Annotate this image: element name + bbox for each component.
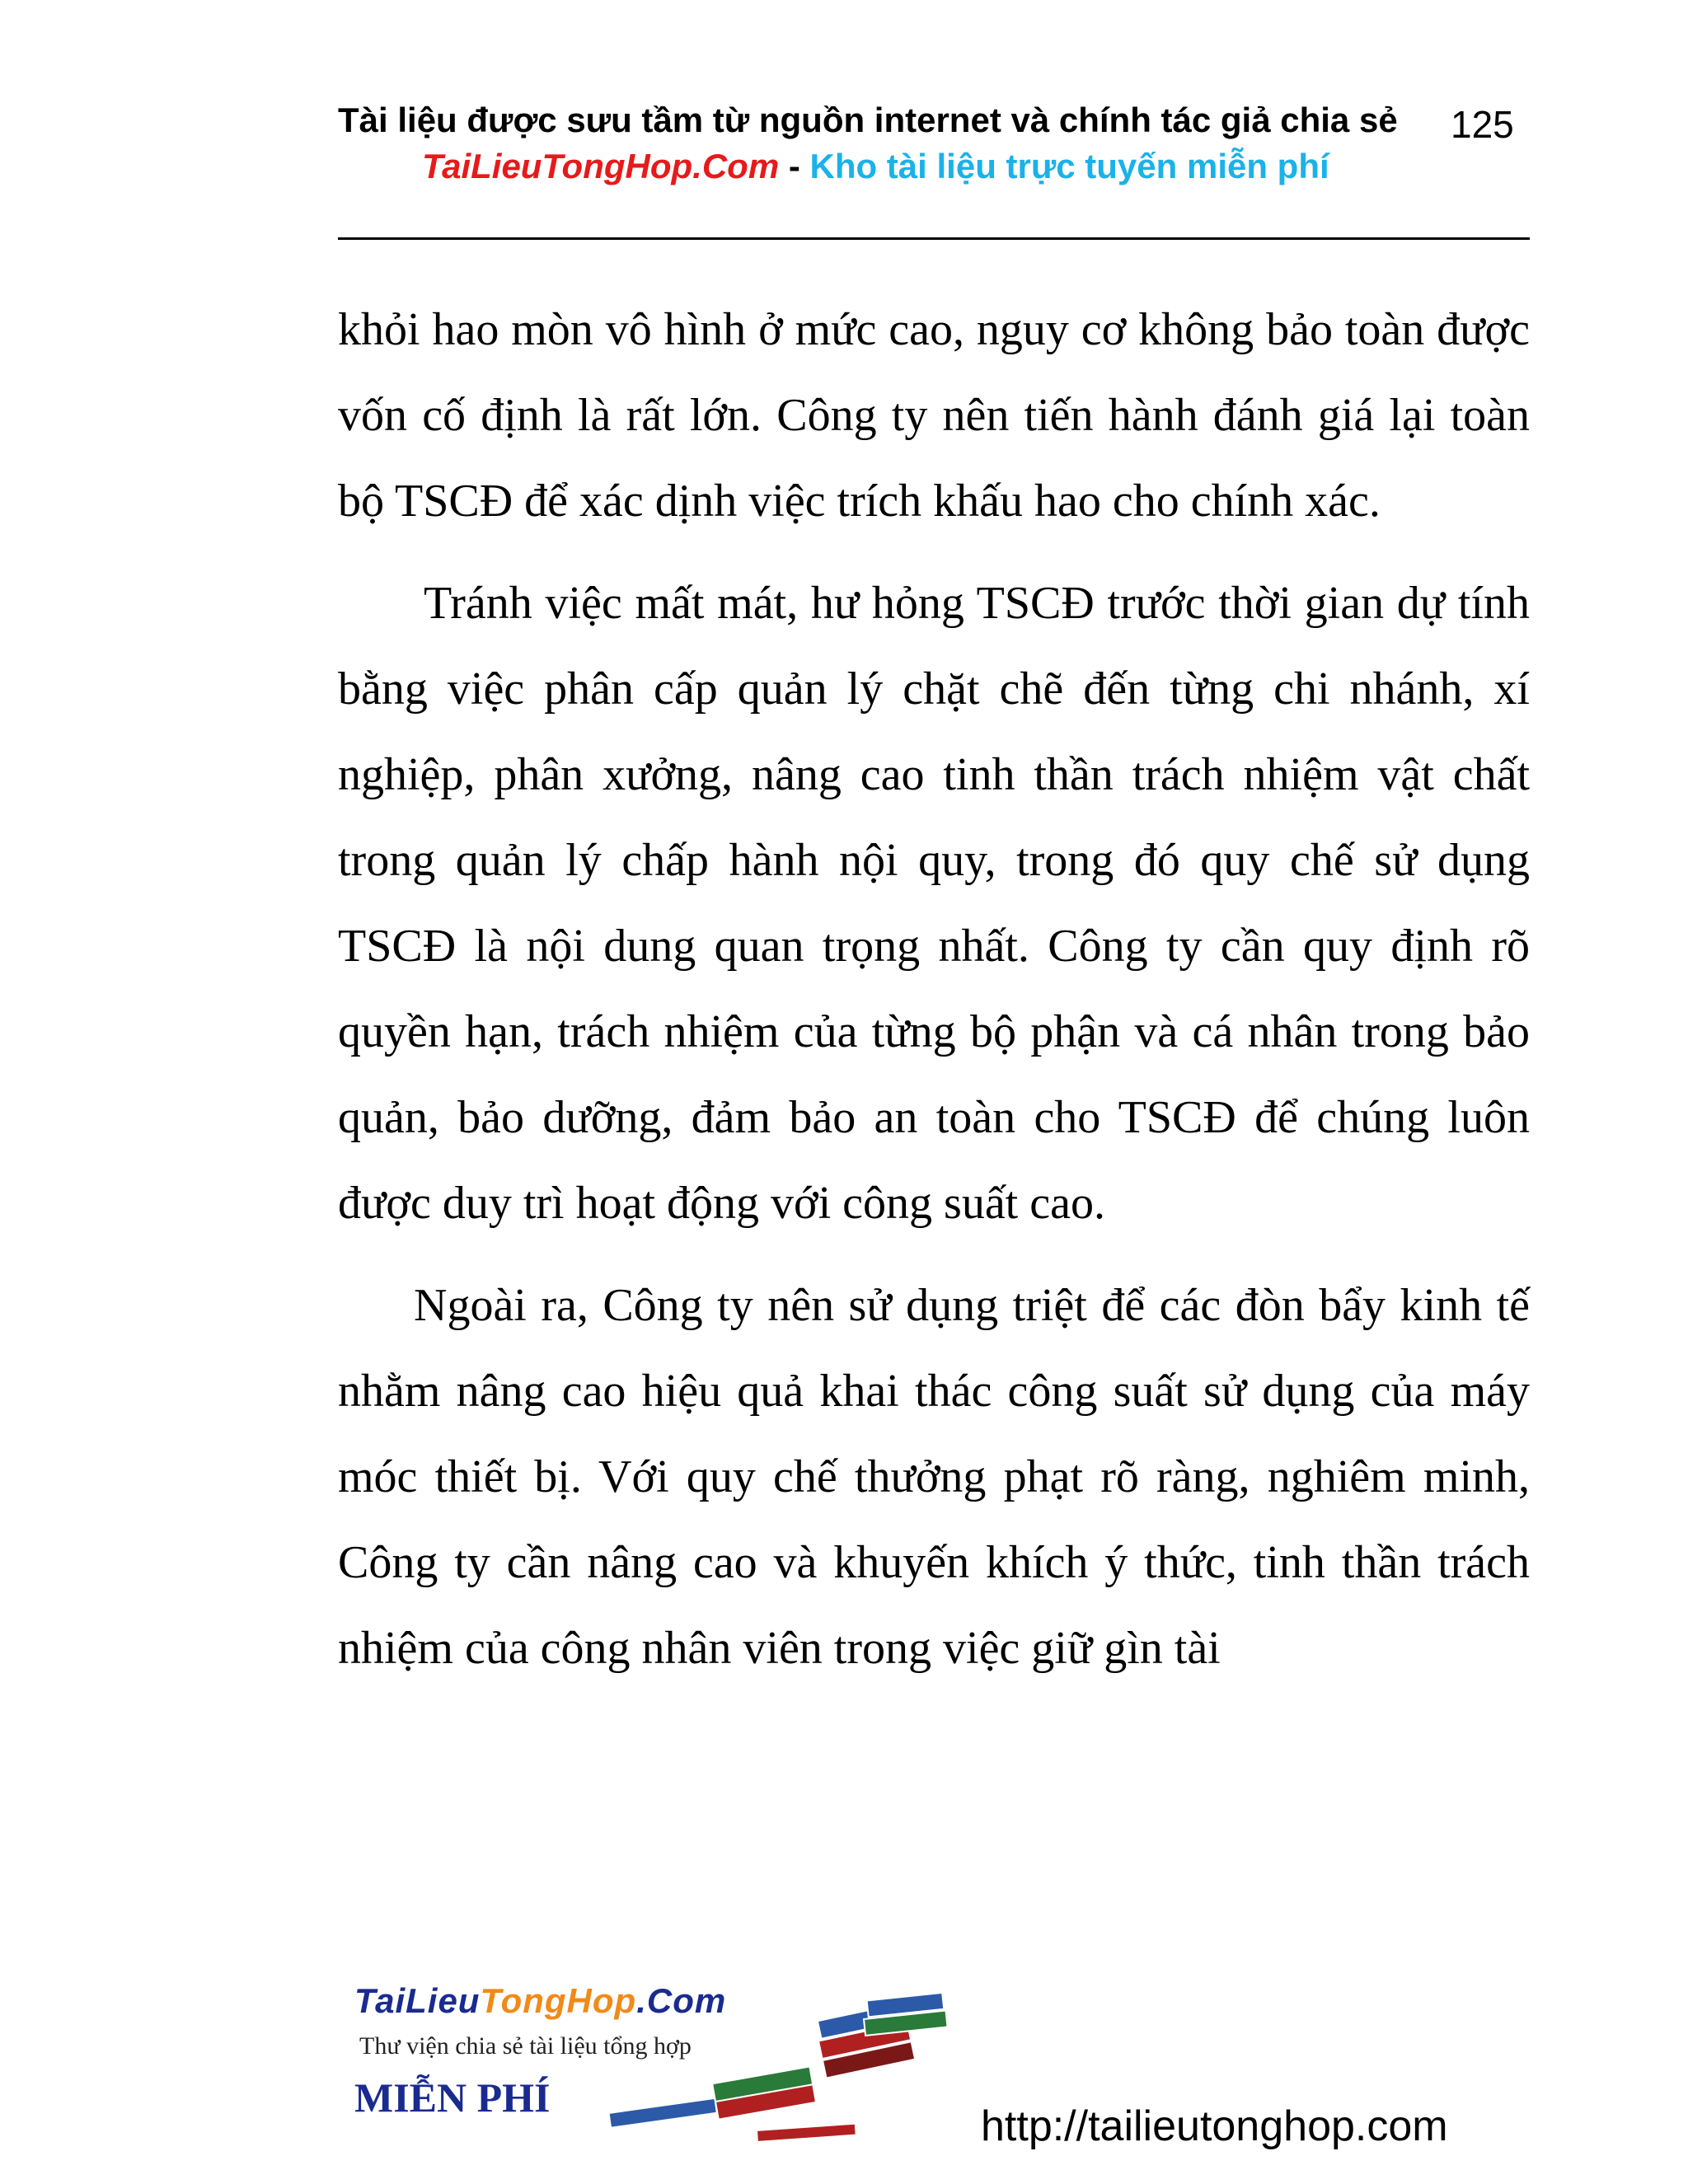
footer-logo (345, 1970, 971, 2143)
footer-url-link[interactable]: http://tailieutonghop.com (981, 2102, 1448, 2150)
books-stack-icon (592, 1986, 971, 2143)
paragraph-2: Tránh việc mất mát, hư hỏng TSCĐ trước thời gian dự tính bằng việc phân cấp quản lý chặt chẽ đến từng chi nhánh, xí nghiệp, phân xưởng, nâng cao tinh thần trách nhiệm vật chất trong quản lý chấp hành nội quy, trong đó quy chế sử dụng TSCĐ là nội dung quan trọng nhất. Công ty cần quy định rõ quyền hạn, trách nhiệm của từng bộ phận và cá nhân trong bảo quản, bảo dưỡng, đảm bảo an toàn cho TSCĐ để chúng luôn được duy trì hoạt động với công suất cao. (338, 578, 1530, 1229)
header-site-name: TaiLieuTongHop.Com (422, 147, 780, 185)
paragraph-3: Ngoài ra, Công ty nên sử dụng triệt để các đòn bẩy kinh tế nhằm nâng cao hiệu quả khai thác công suất sử dụng của máy móc thiết bị. Với quy chế thưởng phạt rõ ràng, nghiêm minh, Công ty cần nâng cao và khuyến khích ý thức, tinh thần trách nhiệm của công nhân viên trong việc giữ gìn tài (338, 1280, 1530, 1674)
page-number: 125 (1451, 103, 1514, 146)
header-divider (338, 237, 1530, 240)
header-separator: - (779, 147, 810, 185)
header-tagline: Kho tài liệu trực tuyến miễn phí (809, 147, 1329, 185)
paragraph-1: khỏi hao mòn vô hình ở mức cao, nguy cơ không bảo toàn được vốn cố định là rất lớn. Công ty nên tiến hành đánh giá lại toàn bộ TSCĐ để xác dịnh việc trích khấu hao cho chính xác. (338, 304, 1530, 527)
logo-tagline: Thư viện chia sẻ tài liệu tổng hợp (359, 2032, 692, 2060)
document-body (338, 287, 1530, 1708)
logo-title-part3: .Com (636, 1981, 727, 2020)
header-source-note: Tài liệu được sưu tầm từ nguồn internet và chính tác giả chia sẻ (338, 101, 1398, 139)
logo-title-part1: TaiLieu (354, 1981, 481, 2020)
header-site-line (422, 147, 1329, 186)
logo-free-text: MIỄN PHÍ (354, 2074, 551, 2121)
logo-title-part2: TongHop (480, 1981, 637, 2020)
